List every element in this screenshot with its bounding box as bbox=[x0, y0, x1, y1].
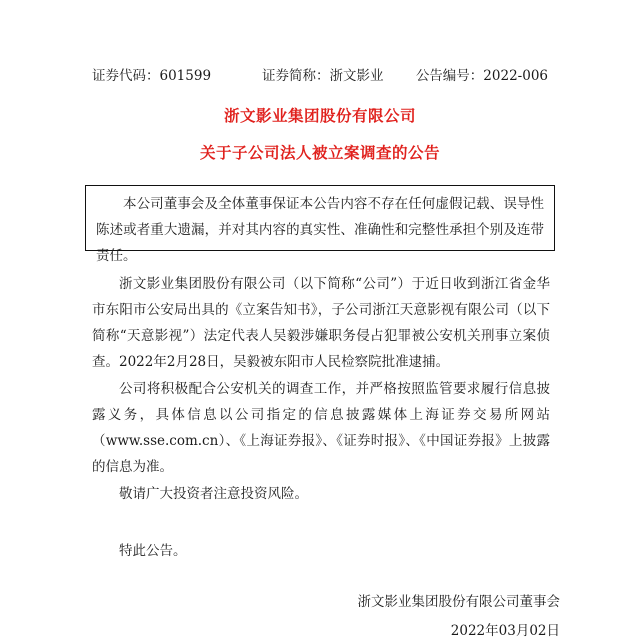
company-title: 浙文影业集团股份有限公司 bbox=[223, 107, 416, 125]
board-guarantee-notice bbox=[85, 185, 555, 264]
board-guarantee-text: 本公司董事会及全体董事保证本公告内容不存在任何虚假记载、误导性陈述或者重大遗漏，并对其内容的真实性、准确性和完整性承担个别及连带责任。 bbox=[96, 196, 544, 264]
announcement-number: 公告编号：2022-006 bbox=[415, 68, 548, 84]
announcement-subject: 关于子公司法人被立案调查的公告 bbox=[199, 144, 440, 162]
body-paragraph-2: 公司将积极配合公安机关的调查工作，并严格按照监管要求履行信息披露义务，具体信息以公司指定的信息披露媒体上海证券交易所网站（www.sse.com.cn）、《上海证券报》、《证券时报》、《中国证券报》上披露的信息为准。 bbox=[92, 381, 550, 475]
stock-abbreviation: 证券简称：浙文影业 bbox=[262, 68, 384, 84]
body-paragraph-1: 浙文影业集团股份有限公司（以下简称“公司”）于近日收到浙江省金华市东阳市公安局出具的《立案告知书》，子公司浙江天意影视有限公司（以下简称“天意影视”）法定代表人吴毅涉嫌职务侵占犯罪被公安机关刑事立案侦查。2022年2月28日，吴毅被东阳市人民检察院批准逮捕。 bbox=[92, 276, 550, 370]
signature-date: 2022年03月02日 bbox=[450, 623, 560, 639]
stock-code: 证券代码：601599 bbox=[92, 68, 212, 84]
signature-company: 浙文影业集团股份有限公司董事会 bbox=[357, 594, 560, 610]
body-paragraph-4: 特此公告。 bbox=[119, 543, 187, 559]
body-paragraph-3: 敬请广大投资者注意投资风险。 bbox=[119, 486, 308, 502]
announcement-header bbox=[92, 66, 548, 86]
